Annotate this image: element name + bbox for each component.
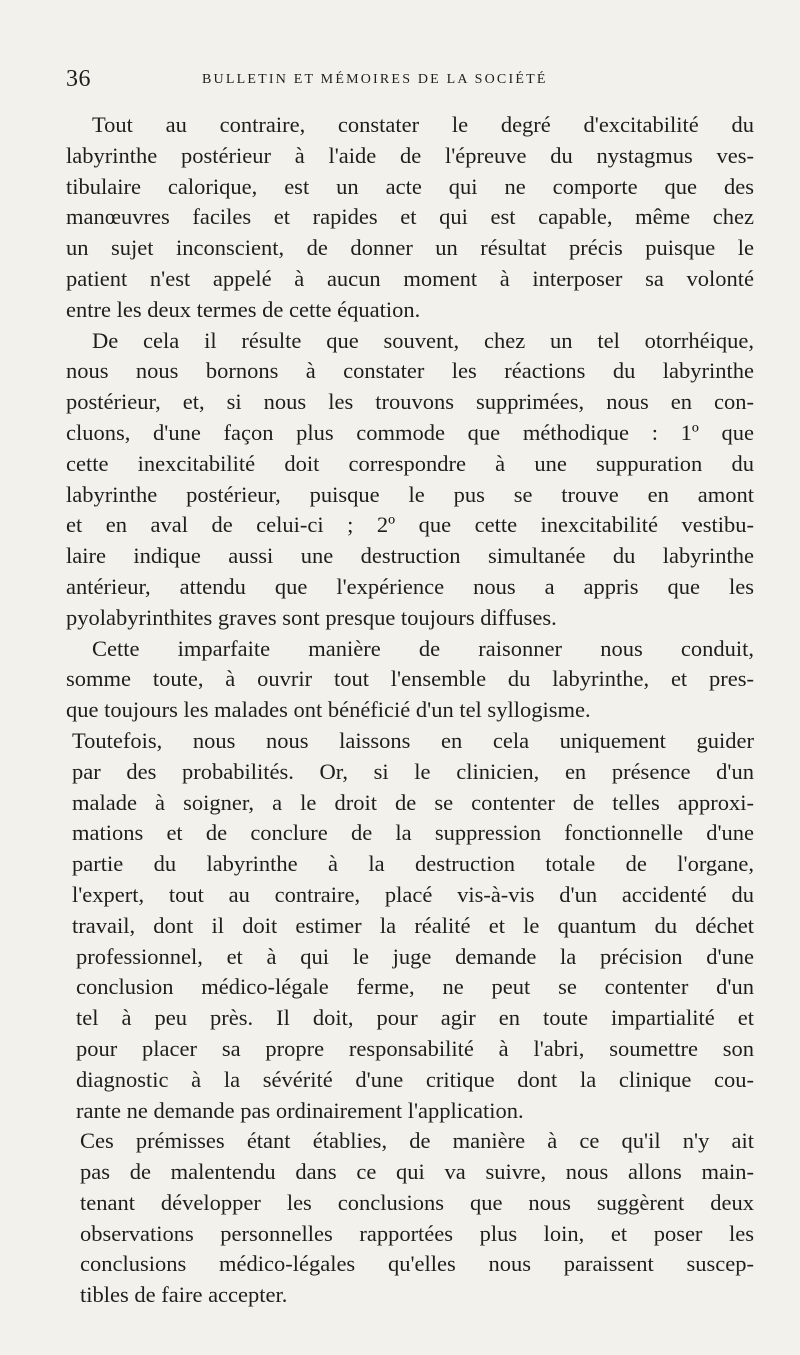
text-line: nous nous bornons à constater les réactions du labyrinthe [66, 358, 754, 384]
text-line: laire indique aussi une destruction simultanée du labyrinthe [66, 543, 754, 569]
text-line: Toutefois, nous nous laissons en cela uniquement guider [72, 727, 754, 753]
body-text [66, 110, 754, 1311]
text-line: Ces prémisses étant établies, de manière à ce qu'il n'y ait [80, 1128, 754, 1154]
text-line: travail, dont il doit estimer la réalité et le quantum du déchet [72, 912, 754, 938]
text-line: et en aval de celui-ci ; 2º que cette inexcitabilité vestibu- [66, 512, 754, 538]
text-line: observations personnelles rapportées plus loin, et poser les [80, 1220, 754, 1246]
text-line: Cette imparfaite manière de raisonner nous conduit, [92, 635, 754, 661]
text-line: somme toute, à ouvrir tout l'ensemble du labyrinthe, et pres- [66, 666, 754, 692]
text-line: labyrinthe postérieur à l'aide de l'épreuve du nystagmus ves- [66, 142, 754, 168]
text-line: pyolabyrinthites graves sont presque toujours diffuses. [66, 604, 557, 630]
text-line: professionnel, et à qui le juge demande la précision d'une [76, 943, 754, 969]
text-line: antérieur, attendu que l'expérience nous a appris que les [66, 573, 754, 599]
text-line: pas de malentendu dans ce qui va suivre, nous allons main- [80, 1159, 754, 1185]
text-line: labyrinthe postérieur, puisque le pus se trouve en amont [66, 481, 754, 507]
text-line: rante ne demande pas ordinairement l'application. [76, 1097, 524, 1123]
text-line: un sujet inconscient, de donner un résultat précis puisque le [66, 235, 754, 261]
page-header [66, 66, 626, 96]
text-line: mations et de conclure de la suppression fonctionnelle d'une [72, 820, 754, 846]
text-line: cette inexcitabilité doit correspondre à une suppuration du [66, 450, 754, 476]
text-line: pour placer sa propre responsabilité à l'abri, soumettre son [76, 1035, 754, 1061]
text-line: cluons, d'une façon plus commode que méthodique : 1º que [66, 419, 754, 445]
page-number: 36 [66, 66, 91, 92]
text-line: tibles de faire accepter. [80, 1282, 288, 1308]
text-line: postérieur, et, si nous les trouvons supprimées, nous en con- [66, 389, 754, 415]
text-line: l'expert, tout au contraire, placé vis-à-vis d'un accidenté du [72, 881, 754, 907]
running-title: BULLETIN ET MÉMOIRES DE LA SOCIÉTÉ [202, 72, 548, 87]
text-line: tibulaire calorique, est un acte qui ne comporte que des [66, 173, 754, 199]
text-line: entre les deux termes de cette équation. [66, 296, 421, 322]
text-line: conclusions médico-légales qu'elles nous paraissent suscep- [80, 1251, 754, 1277]
text-line: par des probabilités. Or, si le clinicien, en présence d'un [72, 758, 754, 784]
text-line: De cela il résulte que souvent, chez un tel otorrhéique, [92, 327, 754, 353]
text-line: conclusion médico-légale ferme, ne peut se contenter d'un [76, 974, 754, 1000]
text-line: que toujours les malades ont bénéficié d'un tel syllogisme. [66, 697, 591, 723]
text-line: tel à peu près. Il doit, pour agir en toute impartialité et [76, 1005, 754, 1031]
text-line: partie du labyrinthe à la destruction totale de l'organe, [72, 851, 754, 877]
text-line: diagnostic à la sévérité d'une critique dont la clinique cou- [76, 1066, 754, 1092]
text-line: manœuvres faciles et rapides et qui est capable, même chez [66, 204, 754, 230]
text-line: patient n'est appelé à aucun moment à interposer sa volonté [66, 265, 754, 291]
text-line: tenant développer les conclusions que nous suggèrent deux [80, 1189, 754, 1215]
text-line: malade à soigner, a le droit de se contenter de telles approxi- [72, 789, 754, 815]
text-line: Tout au contraire, constater le degré d'excitabilité du [92, 112, 754, 137]
